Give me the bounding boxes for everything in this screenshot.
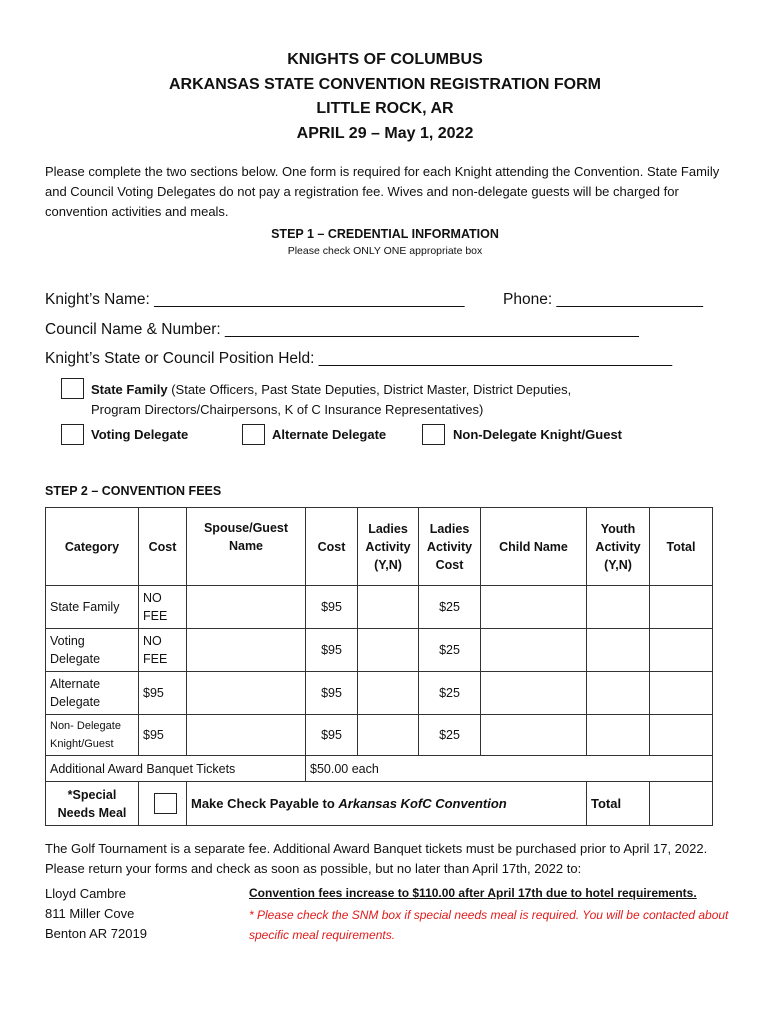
position-row xyxy=(45,350,672,368)
phone-row xyxy=(503,291,703,309)
row-youth-cell[interactable] xyxy=(587,629,650,672)
state-family-desc-1: (State Officers, Past State Deputies, District Master, District Deputies, xyxy=(167,382,572,397)
phone-label: Phone: xyxy=(503,291,557,308)
row-spouse-cell[interactable] xyxy=(187,629,306,672)
step1-subtitle: Please check ONLY ONE appropriate box xyxy=(287,245,483,257)
grand-total-label: Total xyxy=(587,782,650,826)
footer-paragraph: The Golf Tournament is a separate fee. Additional Award Banquet tickets must be purchased prior to April 17, 2022. Please return your forms and check as soon as possible, but no later than April 17th, 2022 to: xyxy=(45,841,708,876)
header-cost: Cost xyxy=(139,508,187,586)
alternate-delegate-checkbox[interactable] xyxy=(242,424,265,445)
snm-note: * Please check the SNM box if special needs meal is required. You will be contacted about specific meal requirements. xyxy=(249,908,729,942)
non-delegate-label: Non-Delegate Knight/Guest xyxy=(453,427,623,442)
row-youth-cell[interactable] xyxy=(587,586,650,629)
check-payable-text xyxy=(187,782,587,826)
row-category: State Family xyxy=(46,586,139,629)
non-delegate-checkbox[interactable] xyxy=(422,424,445,445)
title-line-2: ARKANSAS STATE CONVENTION REGISTRATION FORM xyxy=(169,75,601,93)
row-category: Alternate Delegate xyxy=(46,672,139,715)
row-spouse-cell[interactable] xyxy=(187,586,306,629)
check-payee: Arkansas KofC Convention xyxy=(338,795,507,811)
fee-increase-note: Convention fees increase to $110.00 after April 17th due to hotel requirements. xyxy=(249,886,697,900)
row-ladies-cost: $25 xyxy=(419,629,481,672)
state-family-option xyxy=(91,380,731,420)
row-category: Non- Delegate Knight/Guest xyxy=(46,715,139,756)
check-payable-prefix: Make Check Payable to xyxy=(191,795,339,811)
row-total-cell[interactable] xyxy=(650,586,713,629)
council-field[interactable]: ________________________________________________ xyxy=(225,321,639,338)
banquet-row xyxy=(46,756,713,782)
state-family-label: State Family xyxy=(91,382,168,397)
row-cost: NO FEE xyxy=(139,629,187,672)
table-row xyxy=(46,586,713,629)
voting-delegate-label: Voting Delegate xyxy=(91,427,189,442)
state-family-desc-2: Program Directors/Chairpersons, K of C Insurance Representatives) xyxy=(91,402,484,417)
header-total: Total xyxy=(650,508,713,586)
address-line-3: Benton AR 72019 xyxy=(45,926,147,941)
title-line-1: KNIGHTS OF COLUMBUS xyxy=(287,51,483,68)
header-ladies-cost: Ladies Activity Cost xyxy=(419,508,481,586)
state-family-checkbox[interactable] xyxy=(61,378,84,399)
row-total-cell[interactable] xyxy=(650,715,713,756)
header-spouse: Spouse/Guest Name xyxy=(187,508,306,586)
position-label: Knight’s State or Council Position Held: xyxy=(45,350,319,367)
row-youth-cell[interactable] xyxy=(587,715,650,756)
title-line-4: APRIL 29 – May 1, 2022 xyxy=(296,124,474,142)
alternate-delegate-label: Alternate Delegate xyxy=(272,427,387,442)
row-ladies-activity-cell[interactable] xyxy=(358,715,419,756)
row-spouse-cell[interactable] xyxy=(187,672,306,715)
table-row xyxy=(46,672,713,715)
voting-delegate-checkbox[interactable] xyxy=(61,424,84,445)
row-cost: NO FEE xyxy=(139,586,187,629)
knight-name-row xyxy=(45,291,464,309)
header-cost-2: Cost xyxy=(306,508,358,586)
address-line-2: 811 Miller Cove xyxy=(45,906,135,921)
header-youth-activity: Youth Activity (Y,N) xyxy=(587,508,650,586)
row-cost-2: $95 xyxy=(306,629,358,672)
row-category: Voting Delegate xyxy=(46,629,139,672)
row-child-cell[interactable] xyxy=(481,715,587,756)
mailing-address xyxy=(45,884,147,944)
header-child-name: Child Name xyxy=(481,508,587,586)
knight-name-field[interactable]: ____________________________________ xyxy=(154,291,465,308)
intro-paragraph: Please complete the two sections below. One form is required for each Knight attending the Convention. State Family and Council Voting Delegates do not pay a registration fee. Wives and non-delegate guests will be charged for convention activities and meals. xyxy=(45,164,720,219)
table-row xyxy=(46,715,713,756)
row-cost-2: $95 xyxy=(306,586,358,629)
row-cost-2: $95 xyxy=(306,715,358,756)
row-ladies-activity-cell[interactable] xyxy=(358,672,419,715)
row-child-cell[interactable] xyxy=(481,586,587,629)
special-needs-cell xyxy=(139,782,187,826)
phone-field[interactable]: _________________ xyxy=(556,291,703,308)
address-line-1: Lloyd Cambre xyxy=(45,886,126,901)
row-ladies-cost: $25 xyxy=(419,586,481,629)
knight-name-label: Knight’s Name: xyxy=(45,291,155,308)
row-ladies-activity-cell[interactable] xyxy=(358,586,419,629)
council-label: Council Name & Number: xyxy=(45,321,226,338)
row-cost: $95 xyxy=(139,672,187,715)
council-row xyxy=(45,321,639,339)
header-ladies-activity: Ladies Activity (Y,N) xyxy=(358,508,419,586)
step1-title: STEP 1 – CREDENTIAL INFORMATION xyxy=(271,227,499,241)
special-needs-checkbox[interactable] xyxy=(154,793,177,814)
row-ladies-cost: $25 xyxy=(419,715,481,756)
fees-header-row xyxy=(46,508,713,586)
row-total-cell[interactable] xyxy=(650,629,713,672)
position-field[interactable]: _________________________________________ xyxy=(318,350,673,367)
banquet-label: Additional Award Banquet Tickets xyxy=(46,756,306,782)
special-needs-row xyxy=(46,782,713,826)
table-row xyxy=(46,629,713,672)
grand-total-cell[interactable] xyxy=(650,782,713,826)
header-category: Category xyxy=(46,508,139,586)
row-cost: $95 xyxy=(139,715,187,756)
fees-table xyxy=(45,507,713,826)
form-title xyxy=(0,48,770,146)
row-ladies-activity-cell[interactable] xyxy=(358,629,419,672)
row-child-cell[interactable] xyxy=(481,672,587,715)
row-total-cell[interactable] xyxy=(650,672,713,715)
row-ladies-cost: $25 xyxy=(419,672,481,715)
row-spouse-cell[interactable] xyxy=(187,715,306,756)
row-cost-2: $95 xyxy=(306,672,358,715)
title-line-3: LITTLE ROCK, AR xyxy=(316,100,454,117)
special-needs-label: *Special Needs Meal xyxy=(46,782,139,826)
banquet-price: $50.00 each xyxy=(306,756,713,782)
step2-title: STEP 2 – CONVENTION FEES xyxy=(45,484,222,498)
row-child-cell[interactable] xyxy=(481,629,587,672)
row-youth-cell[interactable] xyxy=(587,672,650,715)
